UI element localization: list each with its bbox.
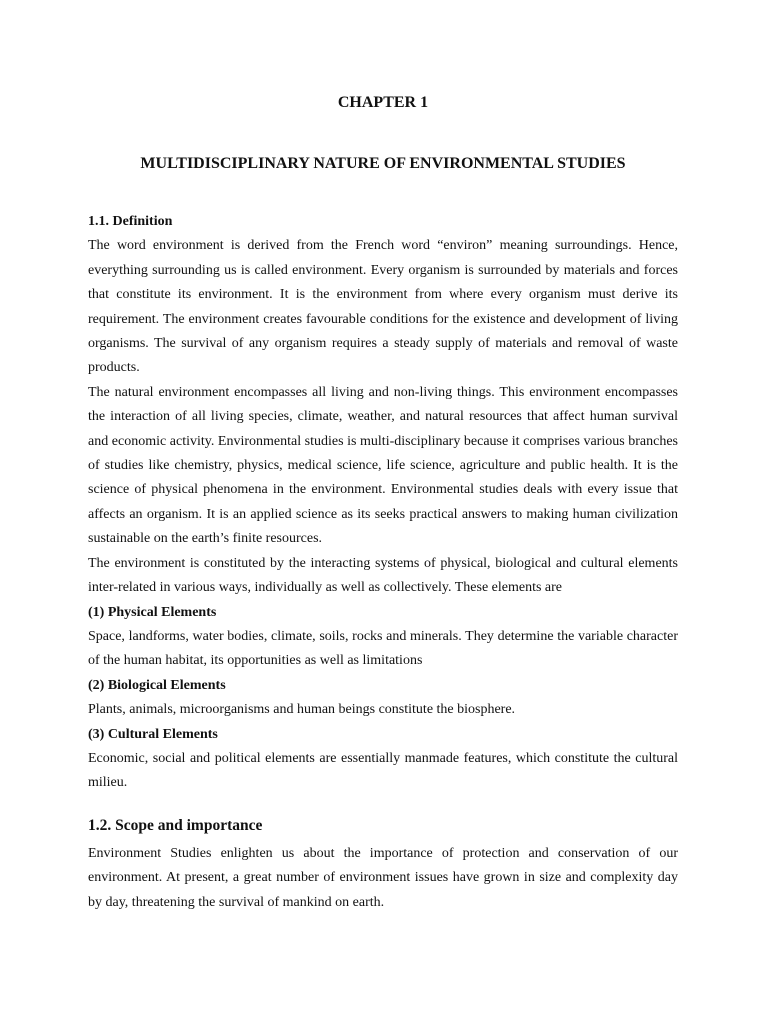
element-text-biological: Plants, animals, microorganisms and human beings constitute the biosphere.	[88, 702, 516, 718]
paragraph: Environment Studies enlighten us about the importance of protection and conservation of our environment. At present, a great number of environment issues have grown in size and complexity day by day, threatening the survival of mankind on earth.	[88, 845, 678, 910]
paragraph: The word environment is derived from the French word “environ” meaning surroundings. Hence, everything surrounding us is called environment. Every organism is surrounded by materials and forces that constitute its environment. It is the environment from where every organism must derive its requirement. The environment creates favourable conditions for the existence and development of living organisms. The survival of any organism requires a steady supply of materials and removal of waste products.	[88, 238, 678, 376]
element-heading-cultural: (3) Cultural Elements	[88, 726, 218, 742]
element-text-physical: Space, landforms, water bodies, climate, soils, rocks and minerals. They determine the variable character of the human habitat, its opportunities as well as limitations	[88, 628, 678, 669]
document-body	[88, 210, 678, 915]
element-text-cultural: Economic, social and political elements are essentially manmade features, which constitute the cultural milieu.	[88, 750, 678, 791]
element-heading-biological: (2) Biological Elements	[88, 677, 226, 693]
paragraph: The natural environment encompasses all living and non-living things. This environment encompasses the interaction of all living species, climate, weather, and natural resources that affect human survival and economic activity. Environmental studies is multi-disciplinary because it comprises various branches of studies like chemistry, physics, medical science, life science, agriculture and public health. It is the science of physical phenomena in the environment. Environmental studies deals with every issue that affects an organism. It is an applied science as its seeks practical answers to making human civilization sustainable on the earth’s finite resources.	[88, 384, 678, 547]
section-heading-definition: 1.1. Definition	[88, 214, 173, 229]
chapter-label: CHAPTER 1	[337, 94, 429, 111]
chapter-title: MULTIDISCIPLINARY NATURE OF ENVIRONMENTAL STUDIES	[140, 155, 626, 172]
section-heading-scope: 1.2. Scope and importance	[88, 816, 263, 834]
paragraph: The environment is constituted by the interacting systems of physical, biological and cultural elements inter-related in various ways, individually as well as collectively. These elements are	[88, 555, 678, 596]
element-heading-physical: (1) Physical Elements	[88, 604, 217, 620]
